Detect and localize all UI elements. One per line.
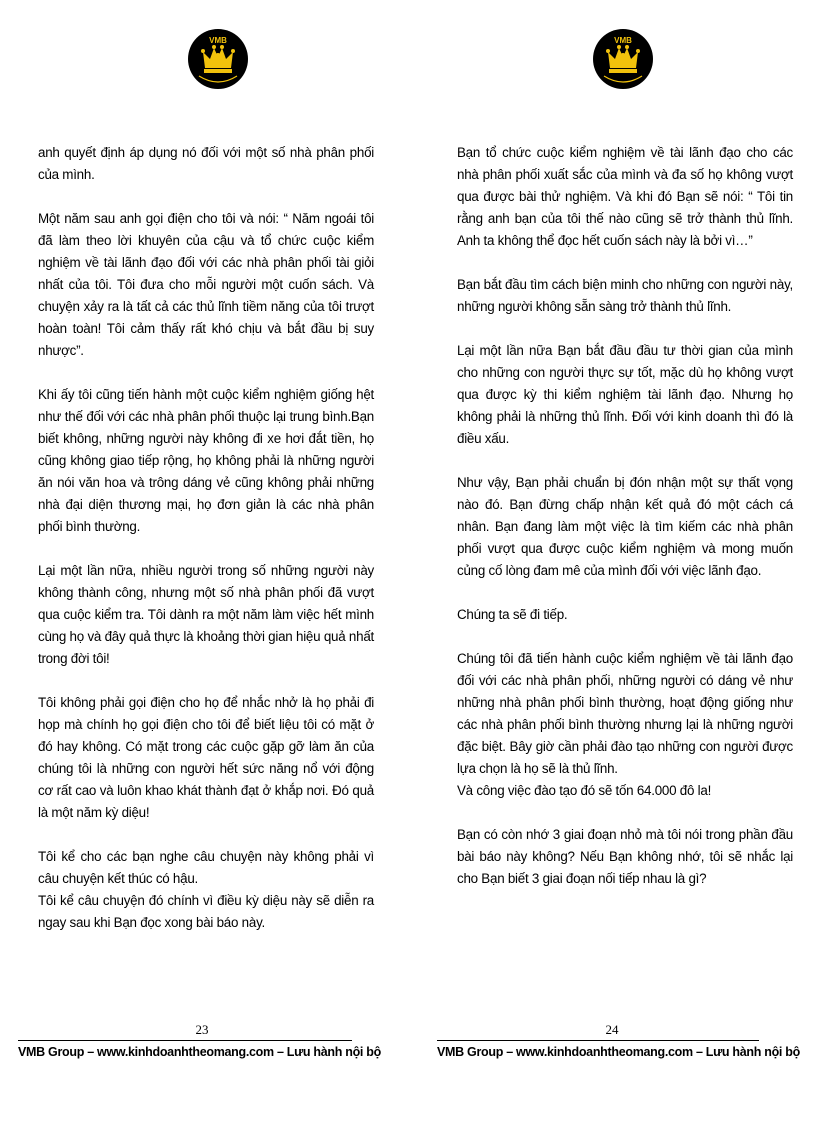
paragraph: anh quyết định áp dụng nó đối với một số nhà phân phối của mình. bbox=[38, 145, 374, 182]
paragraph: Và công việc đào tạo đó sẽ tốn 64.000 đô la! bbox=[457, 783, 712, 798]
paragraph: Tôi kể cho các bạn nghe câu chuyện này không phải vì câu chuyện kết thúc có hậu. bbox=[38, 849, 374, 886]
page-text bbox=[38, 142, 374, 956]
vmb-logo bbox=[187, 28, 249, 90]
paragraph: Lại một lần nữa, nhiều người trong số những người này không thành công, nhưng một số nhà phân phối đã vượt qua cuộc kiểm tra. Tôi dành ra một năm làm việc hết mình cùng họ và đây quả thực là khoảng thời gian hiệu quả nhất trong đời tôi! bbox=[38, 563, 374, 666]
paragraph: Như vậy, Bạn phải chuẩn bị đón nhận một sự thất vọng nào đó. Bạn đừng chấp nhận kết quả đó một cách cá nhân. Bạn đang làm một việc là tìm kiếm các nhà phân phối vượt qua được cuộc kiểm nghiệm và mong muốn củng cố lòng đam mê của mình đối với việc lãnh đạo. bbox=[457, 475, 793, 578]
paragraph: Bạn tổ chức cuộc kiểm nghiệm về tài lãnh đạo cho các nhà phân phối xuất sắc của mình và đa số họ không vượt qua được bài thử nghiệm. Và khi đó Bạn sẽ nói: “ Tôi tin rằng anh bạn của tôi thế nào cũng sẽ trở thành thủ lĩnh. Anh ta không thể đọc hết cuốn sách này là bởi vì…” bbox=[457, 145, 793, 248]
footer-rule bbox=[437, 1040, 759, 1041]
page-left bbox=[18, 0, 398, 1123]
footer-text: VMB Group – www.kinhdoanhtheomang.com – Lưu hành nội bộ bbox=[18, 1045, 381, 1059]
paragraph: Bạn có còn nhớ 3 giai đoạn nhỏ mà tôi nói trong phần đầu bài báo này không? Nếu Bạn không nhớ, tôi sẽ nhắc lại cho Bạn biết 3 giai đoạn nối tiếp nhau là gì? bbox=[457, 827, 793, 886]
crown-logo-icon bbox=[187, 28, 249, 90]
crown-logo-icon bbox=[592, 28, 654, 90]
page-text bbox=[457, 142, 793, 912]
paragraph: Chúng tôi đã tiến hành cuộc kiểm nghiệm về tài lãnh đạo đối với các nhà phân phối, những người có dáng vẻ như những nhà phân phối bình thường, hoạt động giống như các nhà phân phối bình thường nhưng lại là những người đặc biệt. Bây giờ cần phải đào tạo những con người được lựa chọn là họ sẽ là thủ lĩnh. bbox=[457, 651, 793, 776]
page-right bbox=[437, 0, 816, 1123]
paragraph: Một năm sau anh gọi điện cho tôi và nói: “ Năm ngoái tôi đã làm theo lời khuyên của cậu và tổ chức cuộc kiểm nghiệm về tài lãnh đạo đối với các nhà phân phối tài giỏi nhất của tôi. Tôi đưa cho mỗi người một cuốn sách. Và chuyện xảy ra là tất cả các thủ lĩnh tiềm năng của tôi trượt hoàn toàn! Tôi cảm thấy rất khó chịu và bắt đầu bị suy nhược”. bbox=[38, 211, 374, 358]
svg-text:VMB: VMB bbox=[614, 36, 632, 45]
paragraph: Chúng ta sẽ đi tiếp. bbox=[457, 607, 568, 622]
footer-text: VMB Group – www.kinhdoanhtheomang.com – Lưu hành nội bộ bbox=[437, 1045, 800, 1059]
page-number: 23 bbox=[195, 1022, 209, 1037]
paragraph: Tôi kể câu chuyện đó chính vì điều kỳ diệu này sẽ diễn ra ngay sau khi Bạn đọc xong bài báo này. bbox=[38, 893, 374, 930]
paragraph: Khi ấy tôi cũng tiến hành một cuộc kiểm nghiệm giống hệt như thế đối với các nhà phân phối thuộc lại trung bình.Bạn biết không, những người này không đi xe hơi đắt tiền, họ cũng không giao tiếp rộng, họ không phải là những người ăn nói văn hoa và trông dáng vẻ cũng không phải những nhà đại diện thương mại, họ đơn giản là các nhà phân phối bình thường. bbox=[38, 387, 374, 534]
paragraph: Lại một lần nữa Bạn bắt đầu đầu tư thời gian của mình cho những con người thực sự tốt, mặc dù họ không vượt qua được kỳ thi kiểm nghiệm tài lãnh đạo. Nhưng họ không phải là những thủ lĩnh. Đối với kinh doanh thì đó là điều xấu. bbox=[457, 343, 793, 446]
footer-rule bbox=[18, 1040, 352, 1041]
vmb-logo bbox=[592, 28, 654, 90]
svg-text:VMB: VMB bbox=[209, 36, 227, 45]
paragraph: Tôi không phải gọi điện cho họ để nhắc nhở là họ phải đi họp mà chính họ gọi điện cho tôi để biết liệu tôi có mặt ở đó hay không. Có mặt trong các cuộc gặp gỡ làm ăn của chúng tôi là những con người hết sức năng nổ với động cơ rất cao và luôn khao khát thành đạt ở khắp nơi. Đó quả là một năm kỳ diệu! bbox=[38, 695, 374, 820]
paragraph: Bạn bắt đầu tìm cách biện minh cho những con người này, những người không sẵn sàng trở thành thủ lĩnh. bbox=[457, 277, 793, 314]
page-number: 24 bbox=[605, 1022, 619, 1037]
